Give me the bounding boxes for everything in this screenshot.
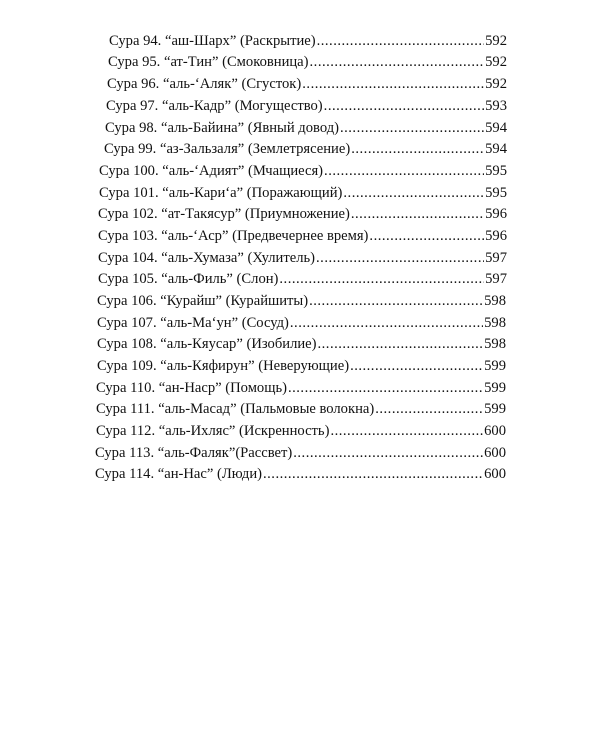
toc-entry-page: 595 bbox=[485, 163, 507, 179]
toc-entry-title: Сура 94. “аш-Шарх” (Раскрытие) bbox=[109, 33, 316, 49]
dot-leader bbox=[351, 139, 484, 159]
toc-entry-page: 600 bbox=[484, 423, 506, 439]
toc-entry bbox=[109, 31, 507, 51]
toc-entry bbox=[96, 421, 506, 441]
toc-entry-title: Сура 107. “аль-Ма‘ун” (Сосуд) bbox=[97, 315, 289, 331]
toc-entry-page: 595 bbox=[485, 185, 507, 201]
toc-entry-title: Сура 97. “аль-Кадр” (Могущество) bbox=[106, 98, 323, 114]
dot-leader bbox=[324, 161, 484, 181]
toc-entry-title: Сура 105. “аль-Филь” (Слон) bbox=[98, 271, 279, 287]
dot-leader bbox=[351, 204, 484, 224]
dot-leader bbox=[302, 74, 484, 94]
toc-entry-title: Сура 114. “ан-Нас” (Люди) bbox=[95, 466, 262, 482]
dot-leader bbox=[309, 291, 483, 311]
toc-entry-title: Сура 110. “ан-Наср” (Помощь) bbox=[96, 380, 287, 396]
toc-entry bbox=[95, 443, 506, 463]
toc-entry-title: Сура 95. “ат-Тин” (Смоковница) bbox=[108, 54, 309, 70]
toc-entry bbox=[105, 118, 507, 138]
dot-leader bbox=[318, 334, 484, 354]
toc-entry-title: Сура 102. “ат-Такясур” (Приумножение) bbox=[98, 206, 350, 222]
toc-entry bbox=[97, 356, 506, 376]
toc-entry-title: Сура 103. “аль-‘Аср” (Предвечернее время) bbox=[98, 228, 369, 244]
toc-entry bbox=[98, 226, 507, 246]
dot-leader bbox=[343, 183, 484, 203]
toc-entry bbox=[95, 464, 506, 484]
toc-entry bbox=[98, 248, 507, 268]
toc-entry bbox=[108, 52, 507, 72]
dot-leader bbox=[310, 52, 485, 72]
toc-entry-title: Сура 113. “аль-Фаляк”(Рассвет) bbox=[95, 445, 293, 461]
toc-entry-page: 599 bbox=[484, 358, 506, 374]
toc-entry bbox=[104, 139, 507, 159]
toc-entry-page: 598 bbox=[484, 336, 506, 352]
toc-entry-page: 596 bbox=[485, 206, 507, 222]
toc-entry-title: Сура 101. “аль-Кари‘а” (Поражающий) bbox=[99, 185, 343, 201]
dot-leader bbox=[340, 118, 484, 138]
toc-entry-page: 593 bbox=[485, 98, 507, 114]
dot-leader bbox=[317, 31, 485, 51]
toc-entry bbox=[99, 161, 507, 181]
toc-entry-page: 597 bbox=[485, 250, 507, 266]
toc-entry bbox=[97, 334, 506, 354]
toc-entry-page: 599 bbox=[484, 401, 506, 417]
toc-entry-title: Сура 96. “аль-‘Аляк” (Сгусток) bbox=[107, 76, 302, 92]
toc-entry bbox=[107, 74, 507, 94]
toc-entry-title: Сура 112. “аль-Ихляс” (Искренность) bbox=[96, 423, 330, 439]
toc-entry-page: 592 bbox=[485, 54, 507, 70]
toc-entry-page: 596 bbox=[485, 228, 507, 244]
toc-entry-page: 600 bbox=[484, 466, 506, 482]
dot-leader bbox=[279, 269, 484, 289]
toc-entry-title: Сура 104. “аль-Хумаза” (Хулитель) bbox=[98, 250, 316, 266]
toc-entry-page: 592 bbox=[485, 33, 507, 49]
toc-entry bbox=[97, 313, 506, 333]
toc-entry-page: 598 bbox=[484, 315, 506, 331]
toc-entry-title: Сура 98. “аль-Байина” (Явный довод) bbox=[105, 120, 339, 136]
dot-leader bbox=[316, 248, 484, 268]
toc-entry-page: 598 bbox=[484, 293, 506, 309]
toc-entry-page: 592 bbox=[485, 76, 507, 92]
dot-leader bbox=[293, 443, 483, 463]
dot-leader bbox=[330, 421, 483, 441]
dot-leader bbox=[263, 464, 483, 484]
toc-entry bbox=[106, 96, 507, 116]
toc-entry-title: Сура 106. “Курайш” (Курайшиты) bbox=[97, 293, 309, 309]
dot-leader bbox=[288, 378, 483, 398]
toc-entry-title: Сура 109. “аль-Кяфирун” (Неверующие) bbox=[97, 358, 350, 374]
toc-entry bbox=[98, 204, 507, 224]
dot-leader bbox=[350, 356, 483, 376]
toc-entry-page: 594 bbox=[485, 120, 507, 136]
dot-leader bbox=[369, 226, 484, 246]
toc-entry-title: Сура 99. “аз-Зальзаля” (Землетрясение) bbox=[104, 141, 351, 157]
toc-entry bbox=[97, 291, 506, 311]
toc-entry-page: 594 bbox=[485, 141, 507, 157]
dot-leader bbox=[324, 96, 484, 116]
dot-leader bbox=[375, 399, 483, 419]
toc-entry bbox=[96, 378, 506, 398]
toc-entry-title: Сура 108. “аль-Кяусар” (Изобилие) bbox=[97, 336, 317, 352]
toc-entry bbox=[96, 399, 506, 419]
toc-entry bbox=[99, 183, 507, 203]
toc-entry-page: 600 bbox=[484, 445, 506, 461]
toc-entry-title: Сура 111. “аль-Масад” (Пальмовые волокна) bbox=[96, 401, 375, 417]
dot-leader bbox=[290, 313, 483, 333]
toc-entry-page: 597 bbox=[485, 271, 507, 287]
toc-entry bbox=[98, 269, 507, 289]
toc-entry-page: 599 bbox=[484, 380, 506, 396]
toc-entry-title: Сура 100. “аль-‘Адият” (Мчащиеся) bbox=[99, 163, 324, 179]
